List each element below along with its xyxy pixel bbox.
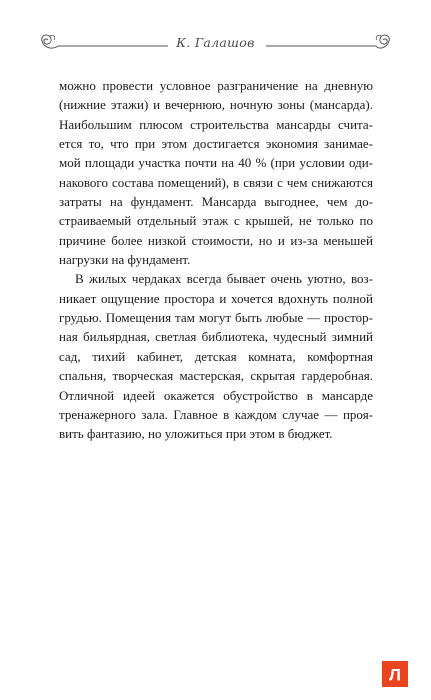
logo-letter: Л — [389, 665, 401, 685]
body-text — [59, 76, 373, 444]
paragraph — [59, 76, 373, 269]
text-line: можно провести условное разграничение на дневную — [59, 78, 373, 93]
text-line: мой площади участка почти на 40 % (при условии оди- — [59, 155, 373, 171]
text-line: нагрузки на фундамент. — [59, 252, 191, 268]
text-line: никает ощущение простора и хочется вдохнуть полной — [59, 290, 373, 306]
running-header — [0, 30, 431, 60]
publisher-logo-icon — [382, 661, 408, 687]
text-line: грудью. Помещения там могут быть любые — простор- — [59, 310, 373, 326]
text-line: накового состава помещений), в связи с чем снижаются — [59, 174, 373, 190]
text-line: вить фантазию, но уложиться при этом в бюджет. — [59, 426, 333, 442]
text-line: (нижние этажи) и вечернюю, ночную зоны (мансарда). — [59, 97, 373, 113]
text-line: затраты на фундамент. Мансарда выгоднее, чем до- — [59, 194, 373, 210]
text-line: страиваемый отдельный этаж с крышей, не только по — [59, 213, 373, 229]
text-line: ется то, что при этом достигается экономия занимае- — [59, 136, 373, 152]
text-line: Наибольшим плюсом строительства мансарды счита- — [59, 116, 373, 132]
text-line: В жилых чердаках всегда бывает очень уютно, воз- — [75, 271, 373, 287]
text-line: причине более низкой стоимости, но и из-за меньшей — [59, 232, 373, 248]
text-line: сад, тихий кабинет, детская комната, комфортная — [59, 348, 373, 364]
text-line: Отличной идеей окажется обустройство в мансарде — [59, 387, 373, 403]
running-header-author: К. Галашов — [176, 35, 255, 50]
text-line: тренажерного зала. Главное в каждом случае — проя- — [59, 406, 373, 422]
text-line: ная бильярдная, светлая библиотека, чудесный зимний — [59, 329, 373, 345]
paragraph — [59, 269, 373, 443]
text-line: спальня, творческая мастерская, скрытая гардеробная. — [59, 368, 373, 384]
